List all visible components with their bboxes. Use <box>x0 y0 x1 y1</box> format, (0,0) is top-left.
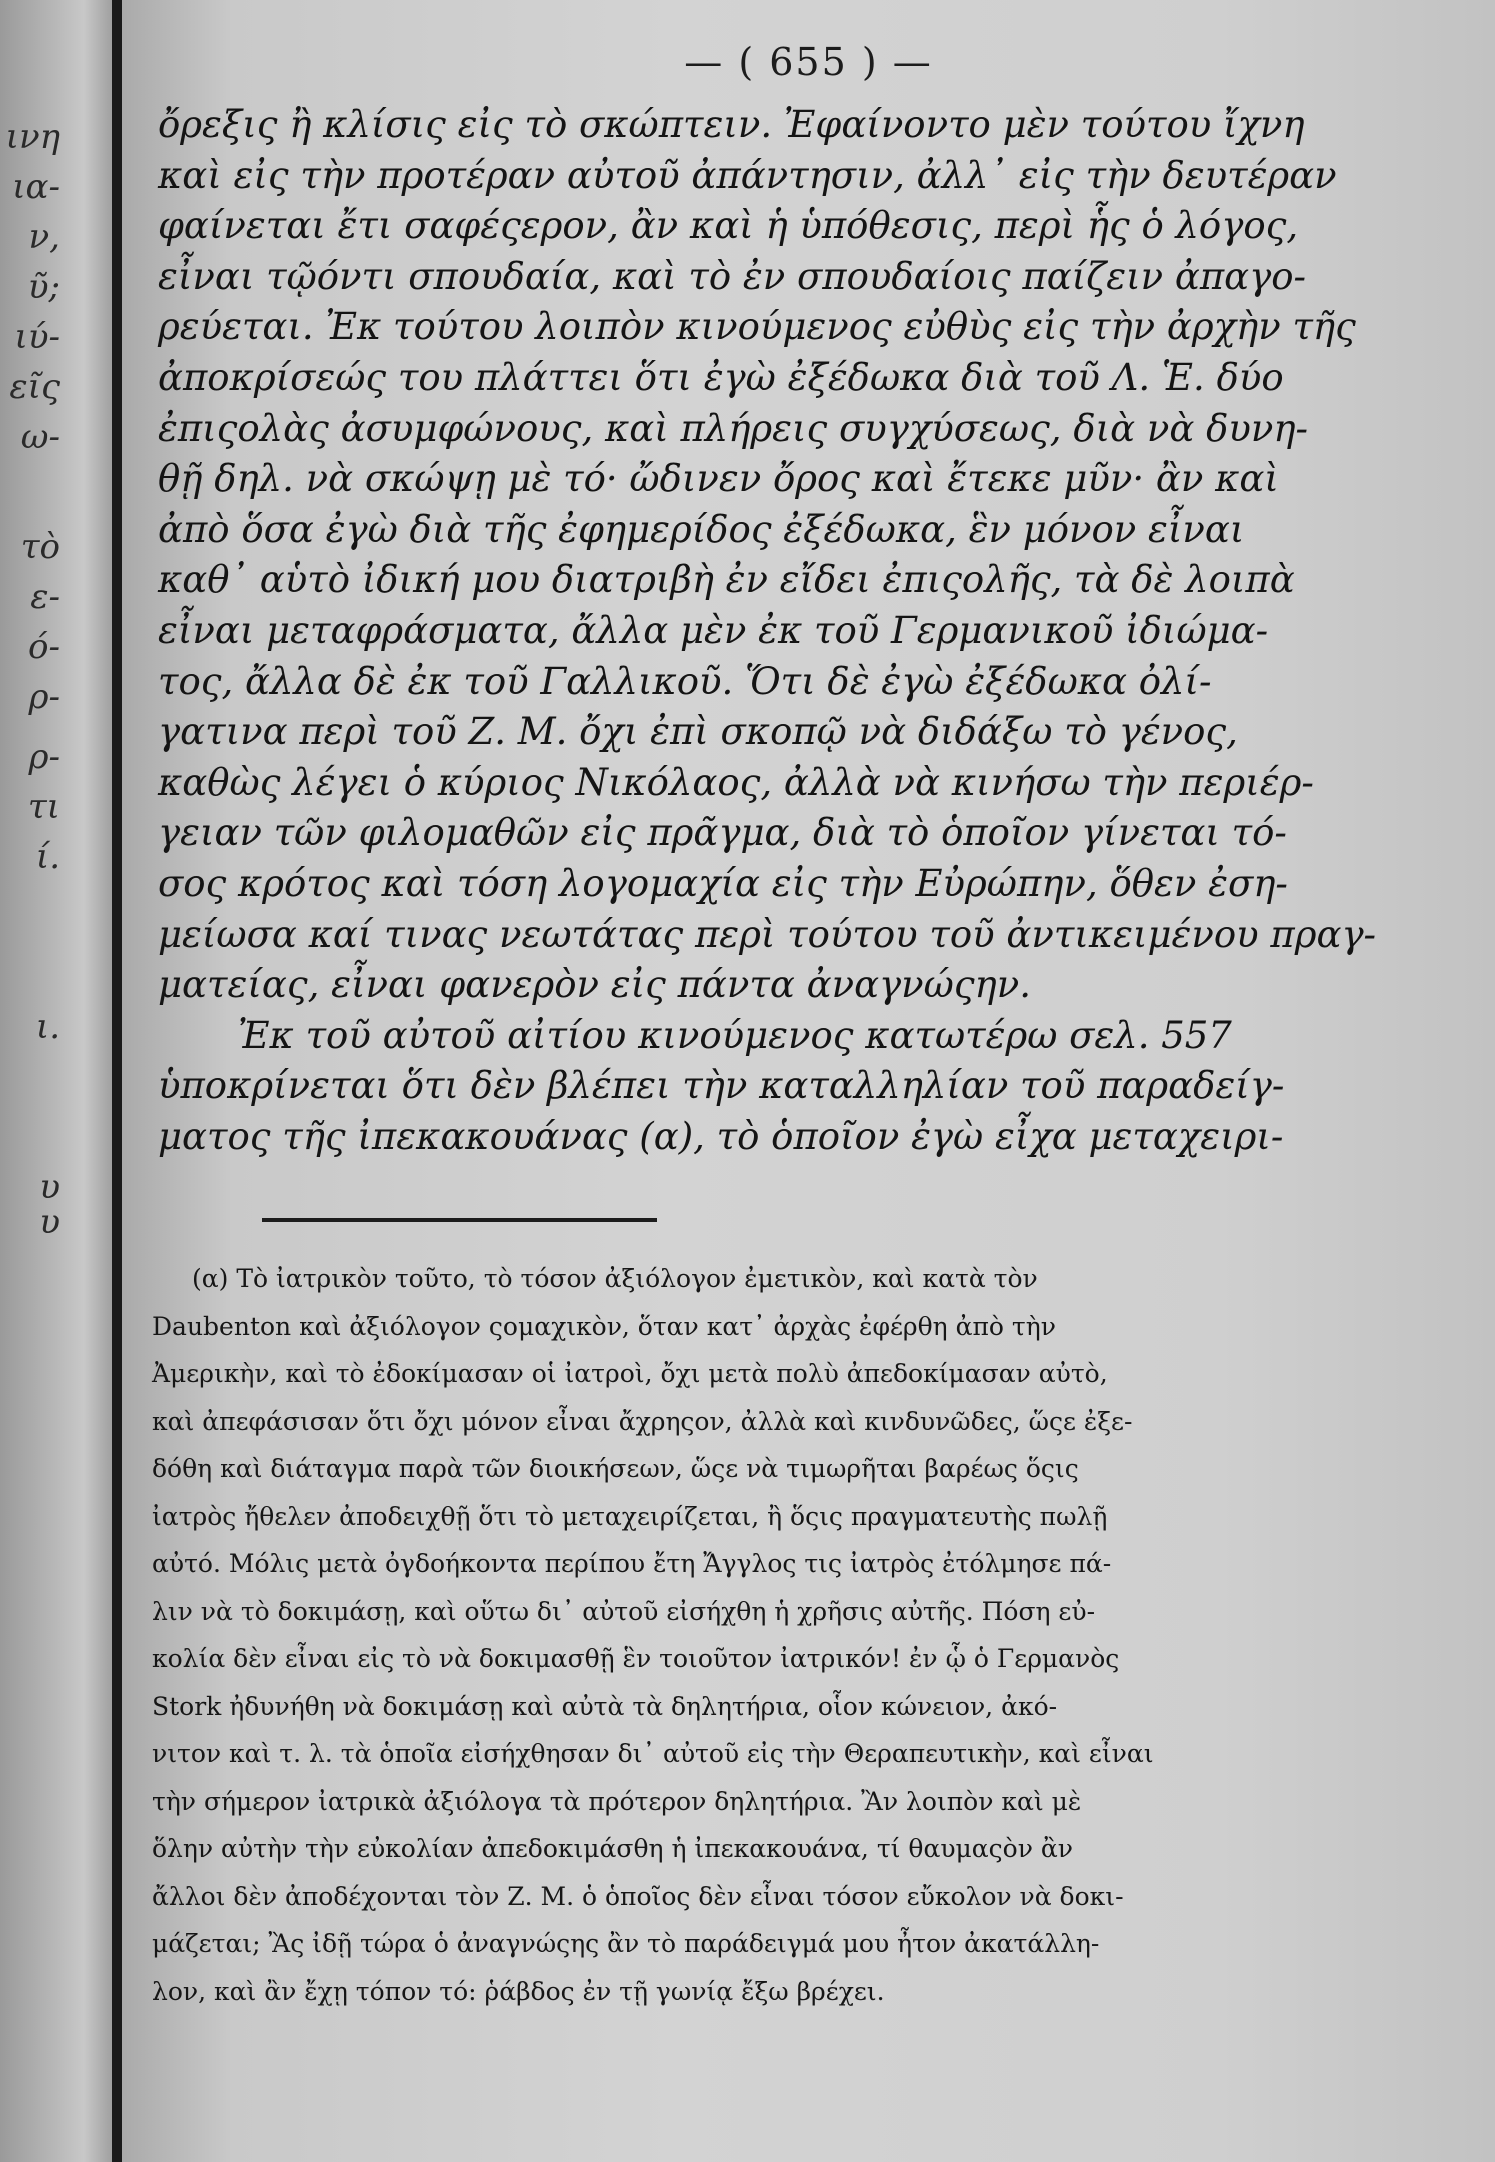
text-line: μείωσα καί τινας νεωτάτας περὶ τούτου τοῦ ἀντικειμένου πραγ- <box>158 912 1377 956</box>
text-line: ρεύεται. Ἐκ τούτου λοιπὸν κινούμενος εὐθὺς εἰς τὴν ἀρχὴν τῆς <box>158 305 1356 349</box>
footnote-line: τὴν σήμερον ἰατρικὰ ἀξιόλογα τὰ πρότερον δηλητήρια. Ἂν λοιπὸν καὶ μὲ <box>152 1786 1082 1816</box>
text-line: γειαν τῶν φιλομαθῶν εἰς πρᾶγμα, διὰ τὸ ὁποῖον γίνεται τό- <box>158 811 1287 855</box>
footnote-line: δόθη καὶ διάταγμα παρὰ τῶν διοικήσεων, ὥςε νὰ τιμωρῆται βαρέως ὅςις <box>152 1454 1079 1483</box>
text-line: ὑποκρίνεται ὅτι δὲν βλέπει τὴν καταλληλίαν τοῦ παραδείγ- <box>158 1064 1285 1108</box>
book-spine <box>112 0 122 2162</box>
footnote-line: Stork ἠδυνήθη νὰ δοκιμάσῃ καὶ αὐτὰ τὰ δηλητήρια, οἷον κώνειον, ἀκό- <box>152 1691 1058 1721</box>
margin-fragment: ό- <box>28 627 60 667</box>
footnote-line: Daubenton καὶ ἀξιόλογον ςομαχικὸν, ὅταν κατ᾽ ἀρχὰς ἐφέρθη ἀπὸ τὴν <box>152 1311 1056 1341</box>
text-line: ἀπὸ ὅσα ἐγὼ διὰ τῆς ἐφημερίδος ἐξέδωκα, ἓν μόνον εἶναι <box>158 507 1245 551</box>
text-line: ὄρεξις ἢ κλίσις εἰς τὸ σκώπτειν. Ἐφαίνοντο μὲν τούτου ἴχνη <box>158 103 1305 146</box>
text-line: φαίνεται ἔτι σαφέςερον, ἂν καὶ ἡ ὑπόθεσις, περὶ ἧς ὁ λόγος, <box>158 204 1299 248</box>
main-text <box>158 100 1377 1162</box>
text-line: Ἐκ τοῦ αὐτοῦ αἰτίου κινούμενος κατωτέρω σελ. 557 <box>238 1013 1232 1057</box>
margin-fragment: ινη <box>5 117 60 157</box>
footnote-line: καὶ ἀπεφάσισαν ὅτι ὄχι μόνον εἶναι ἄχρηςον, ἀλλὰ καὶ κινδυνῶδες, ὥςε ἐξε- <box>152 1406 1133 1436</box>
text-line: ματείας, εἶναι φανερὸν εἰς πάντα ἀναγνώςην. <box>158 963 1031 1007</box>
text-line: ματος τῆς ἰπεκακουάνας (α), τὸ ὁποῖον ἐγὼ εἶχα μεταχειρι- <box>158 1114 1284 1158</box>
margin-fragment: ρ- <box>28 677 60 717</box>
footnote-line: κολία δὲν εἶναι εἰς τὸ νὰ δοκιμασθῇ ἓν τοιοῦτον ἰατρικόν! ἐν ᾧ ὁ Γερμανὸς <box>152 1644 1120 1673</box>
footnote-line: ἰατρὸς ἤθελεν ἀποδειχθῇ ὅτι τὸ μεταχειρίζεται, ἢ ὅςις πραγματευτὴς πωλῇ <box>152 1501 1108 1531</box>
text-line: καθὼς λέγει ὁ κύριος Νικόλαος, ἀλλὰ νὰ κινήσω τὴν περιέρ- <box>158 760 1314 804</box>
text-line: καὶ εἰς τὴν προτέραν αὐτοῦ ἀπάντησιν, ἀλλ᾽ εἰς τὴν δευτέραν <box>158 153 1337 197</box>
footnote-line: ἄλλοι δὲν ἀποδέχονται τὸν Ζ. Μ. ὁ ὁποῖος δὲν εἶναι τόσον εὔκολον νὰ δοκι- <box>152 1881 1124 1911</box>
margin-fragment: ί. <box>35 837 60 877</box>
text-line: σος κρότος καὶ τόση λογομαχία εἰς τὴν Εὐρώπην, ὅθεν ἐση- <box>158 861 1288 905</box>
facing-page-edge <box>0 0 112 2162</box>
page-number-header: — ( 655 ) — <box>684 40 933 84</box>
footnote-line: (α) Τὸ ἰατρικὸν τοῦτο, τὸ τόσον ἀξιόλογον ἐμετικὸν, καὶ κατὰ τὸν <box>192 1264 1038 1293</box>
footnote-line: νιτον καὶ τ. λ. τὰ ὁποῖα εἰσήχθησαν δι᾽ αὐτοῦ εἰς τὴν Θεραπευτικὴν, καὶ εἶναι <box>152 1739 1154 1768</box>
margin-fragment: ιύ- <box>14 317 60 357</box>
margin-fragment: ω- <box>20 417 60 457</box>
text-line: εἶναι τῷόντι σπουδαία, καὶ τὸ ἐν σπουδαίοις παίζειν ἀπαγο- <box>158 254 1307 298</box>
footnote-line: μάζεται; Ἂς ἰδῇ τώρα ὁ ἀναγνώςης ἂν τὸ παράδειγμά μου ἦτον ἀκατάλλη- <box>152 1929 1100 1958</box>
footnote-rule <box>262 1218 657 1222</box>
margin-fragment: ῦ; <box>27 267 60 307</box>
text-line: τος, ἄλλα δὲ ἐκ τοῦ Γαλλικοῦ. Ὅτι δὲ ἐγὼ ἐξέδωκα ὀλί- <box>158 659 1212 703</box>
margin-fragment: υ <box>39 1167 60 1207</box>
footnote-line: Ἀμερικὴν, καὶ τὸ ἐδοκίμασαν οἱ ἰατροὶ, ὄχι μετὰ πολὺ ἀπεδοκίμασαν αὐτὸ, <box>152 1359 1108 1388</box>
margin-fragment: ια- <box>12 167 60 207</box>
margin-fragment: ν, <box>28 217 60 257</box>
footnote-line: λον, καὶ ἂν ἔχῃ τόπον τό: ῥάβδος ἐν τῇ γωνίᾳ ἔξω βρέχει. <box>152 1976 885 2006</box>
margin-fragment: υ <box>39 1202 60 1242</box>
text-line: ἐπιςολὰς ἀσυμφώνους, καὶ πλήρεις συγχύσεως, διὰ νὰ δυνη- <box>158 406 1309 450</box>
margin-fragment: τὸ <box>20 527 60 567</box>
margin-fragment: ρ- <box>28 737 60 777</box>
margin-fragment: τι <box>27 787 60 827</box>
footnote-line: ὅλην αὐτὴν τὴν εὐκολίαν ἀπεδοκιμάσθη ἡ ἰπεκακουάνα, τί θαυμαςὸν ἂν <box>152 1834 1073 1863</box>
text-line: θῇ δηλ. νὰ σκώψῃ μὲ τό· ὤδινεν ὄρος καὶ ἔτεκε μῦν· ἂν καὶ <box>158 457 1279 501</box>
text-line: καθ᾽ αὑτὸ ἰδική μου διατριβὴ ἐν εἴδει ἐπιςολῆς, τὰ δὲ λοιπὰ <box>158 558 1295 602</box>
book-page <box>122 0 1495 2162</box>
footnote <box>152 1255 1362 2015</box>
footnote-line: αὐτό. Μόλις μετὰ ὀγδοήκοντα περίπου ἔτη Ἄγγλος τις ἰατρὸς ἐτόλμησε πά- <box>152 1549 1112 1578</box>
margin-fragment: ε- <box>30 577 60 617</box>
text-line: εἶναι μεταφράσματα, ἄλλα μὲν ἐκ τοῦ Γερμανικοῦ ἰδιώμα- <box>158 608 1269 652</box>
text-line: ἀποκρίσεώς του πλάττει ὅτι ἐγὼ ἐξέδωκα διὰ τοῦ Λ. Ἑ. δύο <box>158 355 1284 399</box>
margin-fragment: εῖς <box>9 367 60 407</box>
footnote-line: λιν νὰ τὸ δοκιμάσῃ, καὶ οὕτω δι᾽ αὐτοῦ εἰσήχθη ἡ χρῆσις αὐτῆς. Πόση εὐ- <box>152 1596 1096 1626</box>
text-line: γατινα περὶ τοῦ Ζ. Μ. ὄχι ἐπὶ σκοπῷ νὰ διδάξω τὸ γένος, <box>158 710 1238 754</box>
margin-fragment: ι. <box>35 1007 60 1047</box>
